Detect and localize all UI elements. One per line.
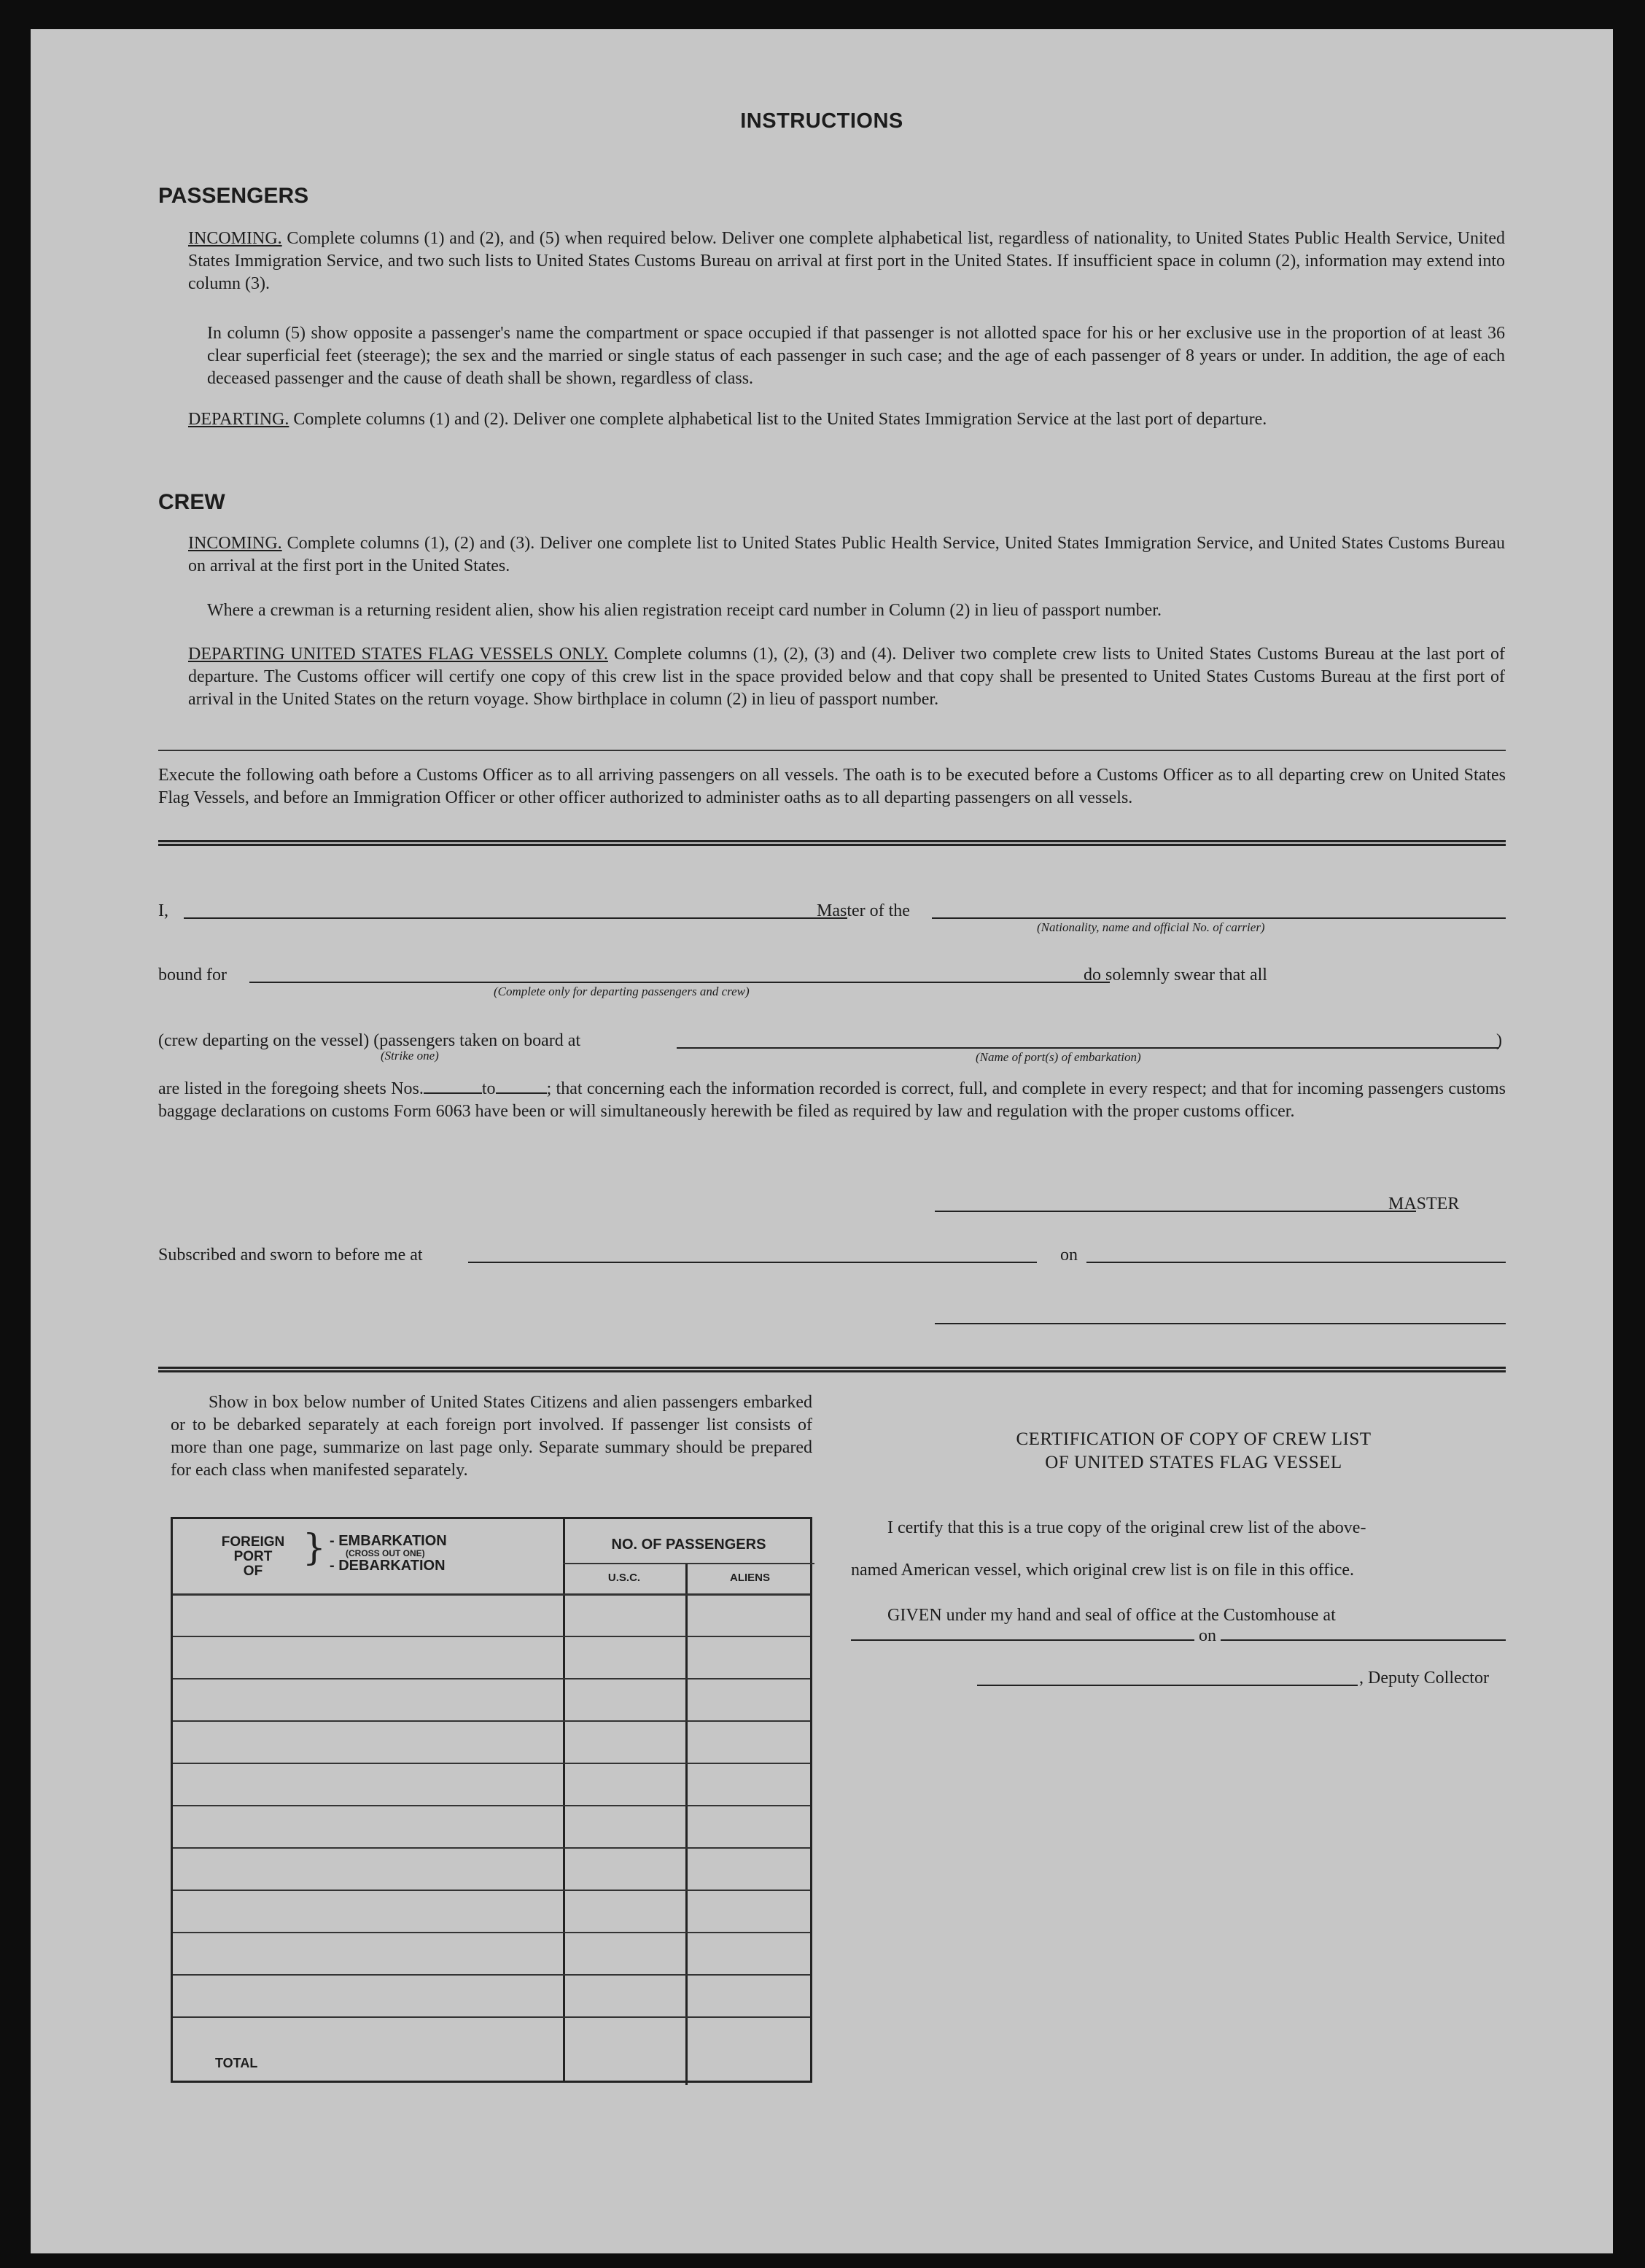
listed-to: to	[481, 1079, 496, 1098]
sheet-from-field[interactable]	[424, 1079, 482, 1094]
page-title: INSTRUCTIONS	[740, 109, 903, 133]
crew-resident-paragraph: Where a crewman is a returning resident alien, show his alien registration receipt card number in Column (2) in lieu of passport number.	[207, 601, 1162, 620]
certify-line-1: I certify that this is a true copy of the original crew list of the above-	[887, 1518, 1366, 1537]
total-label: TOTAL	[215, 2056, 258, 2070]
bound-for-caption: (Complete only for departing passengers and crew)	[494, 985, 750, 998]
crew-incoming-paragraph	[188, 532, 1505, 578]
passengers-incoming-text: Complete columns (1) and (2), and (5) when required below. Deliver one complete alphabetical list, regardless of nationality, to United States Public Health Service, United States Immigration Service, and two such lists to United States Customs Bureau on arrival at first port in the United States. If insufficient space in column (2), information may extend into column (3).	[188, 229, 1505, 293]
table-row-rule	[173, 1720, 810, 1722]
passenger-summary-table	[171, 1517, 812, 2083]
col-port-line-3: OF	[243, 1564, 263, 1579]
col-aliens-header: ALIENS	[729, 1572, 770, 1584]
table-divider-usc	[685, 1563, 688, 2085]
crew-departing-paragraph	[188, 643, 1505, 711]
subscribed-place-field[interactable]	[468, 1262, 1037, 1263]
subscribed-label: Subscribed and sworn to before me at	[158, 1246, 423, 1265]
carrier-caption: (Nationality, name and official No. of carrier)	[1037, 920, 1265, 934]
table-divider-port	[563, 1519, 565, 2081]
customhouse-field[interactable]	[851, 1639, 1506, 1641]
port-embarkation-field[interactable]	[677, 1047, 1499, 1049]
sheet-to-field[interactable]	[496, 1079, 547, 1094]
crew-heading: CREW	[158, 490, 225, 514]
crew-incoming-text: Complete columns (1), (2) and (3). Deliver one complete list to United States Public Health Service, United States Immigration Service, and United States Customs Bureau on arrival at the first port in the United States.	[188, 534, 1506, 575]
passengers-column5-paragraph: In column (5) show opposite a passenger's name the compartment or space occupied if that passenger is not allotted space for his or her exclusive use in the proportion of at least 36 clear superficial feet (steerage); the sex and the married or single status of each passenger in such case; and the age of each passenger of 8 years or under. In addition, the age of each deceased passenger and the cause of death shall be shown, regardless of class.	[207, 324, 1505, 388]
certification-on-label: on	[1194, 1626, 1221, 1646]
cross-out-label: (CROSS OUT ONE)	[346, 1548, 425, 1558]
table-subheader-rule	[563, 1563, 814, 1564]
col-port-line-1: FOREIGN	[221, 1534, 285, 1550]
table-row-rule	[173, 1763, 810, 1764]
strike-one-caption: (Strike one)	[381, 1049, 439, 1063]
col-port-header	[217, 1535, 289, 1579]
table-row-rule	[173, 2016, 810, 2018]
passengers-incoming-paragraph	[188, 228, 1505, 295]
listed-text-a: are listed in the foregoing sheets Nos.	[158, 1079, 424, 1098]
crew-incoming-lead: INCOMING.	[188, 534, 282, 553]
table-row-rule	[173, 1974, 810, 1976]
passengers-incoming-lead: INCOMING.	[188, 229, 282, 248]
table-row-rule	[173, 1890, 810, 1891]
document-page	[31, 29, 1613, 2253]
table-row-rule	[173, 1678, 810, 1679]
passengers-departing-lead: DEPARTING.	[188, 410, 289, 429]
embarkation-label: - EMBARKATION	[330, 1533, 447, 1549]
oath-master-of-label: Master of the	[817, 901, 910, 920]
officer-signature-field[interactable]	[935, 1323, 1506, 1324]
carrier-field[interactable]	[932, 917, 1506, 919]
listed-paragraph	[158, 1078, 1506, 1123]
col-port-line-2: PORT	[233, 1549, 273, 1564]
divider	[158, 750, 1506, 751]
certification-title-line-1: CERTIFICATION OF COPY OF CREW LIST	[1016, 1429, 1372, 1449]
embark-debark-header	[330, 1534, 447, 1574]
master-name-field[interactable]	[184, 917, 847, 919]
oath-i-label: I,	[158, 901, 168, 920]
subscribed-on-label: on	[1060, 1246, 1078, 1265]
brace-glyph: }	[303, 1526, 326, 1569]
table-row-rule	[173, 1932, 810, 1933]
deputy-collector-label: , Deputy Collector	[1359, 1669, 1489, 1688]
col-passengers-header: NO. OF PASSENGERS	[611, 1537, 766, 1553]
col-usc-header: U.S.C.	[607, 1572, 641, 1584]
crew-departing-text: Complete columns (1), (2), (3) and (4). Deliver two complete crew lists to United States Customs Bureau at the last port of departure. The Customs officer will certify one copy of this crew list in the space provided below and that copy shall be presented to United States Customs Bureau at the first port of arrival in the United States on the return voyage. Show birthplace in column (2) in lieu of passport number.	[188, 645, 1505, 709]
double-rule-bottom	[158, 1367, 1506, 1372]
table-row-rule	[173, 1805, 810, 1806]
subscribed-date-field[interactable]	[1086, 1262, 1506, 1263]
table-row-rule	[173, 1636, 810, 1637]
given-line: GIVEN under my hand and seal of office at the Customhouse at	[887, 1606, 1336, 1625]
passengers-departing-text: Complete columns (1) and (2). Deliver one complete alphabetical list to the United States Immigration Service at the last port of departure.	[293, 410, 1267, 429]
port-caption: (Name of port(s) of embarkation)	[976, 1050, 1141, 1064]
certify-line-2: named American vessel, which original crew list is on file in this office.	[851, 1561, 1355, 1580]
bound-for-label: bound for	[158, 966, 227, 985]
debarkation-label: - DEBARKATION	[330, 1558, 446, 1574]
listed-text-b: ; that concerning each the information recorded is correct, full, and complete in every respect; and that for incoming passengers customs baggage declarations on customs Form 6063 have been or will simultaneously herewith be filed as required by law and regulation with the proper customs officer.	[158, 1079, 1506, 1121]
table-row-rule	[173, 1847, 810, 1849]
swear-text: do solemnly swear that all	[1084, 966, 1267, 985]
bound-for-field[interactable]	[249, 982, 1110, 983]
oath-intro-paragraph: Execute the following oath before a Customs Officer as to all arriving passengers on all vessels. The oath is to be executed before a Customs Officer as to all departing crew on United States Flag Vessels, and before an Immigration Officer or other officer authorized to administer oaths as to all departing passengers on all vessels.	[158, 766, 1506, 807]
certification-title-line-2: OF UNITED STATES FLAG VESSEL	[1045, 1453, 1342, 1472]
passengers-departing-paragraph	[188, 408, 1505, 431]
master-signature-field[interactable]	[935, 1211, 1416, 1212]
deputy-collector-signature-field[interactable]	[977, 1685, 1358, 1686]
table-header-rule	[173, 1593, 810, 1596]
master-label: MASTER	[1388, 1195, 1460, 1213]
certification-title	[884, 1428, 1504, 1475]
close-paren: )	[1496, 1031, 1502, 1050]
summary-intro: Show in box below number of United States Citizens and alien passengers embarked or to be debarked separately at each foreign port involved. If passenger list consists of more than one page, summarize on last page only. Separate summary should be prepared for each class when manifested separately.	[171, 1393, 812, 1480]
crew-departing-text-oath: (crew departing on the vessel) (passengers taken on board at	[158, 1031, 581, 1050]
double-rule-top	[158, 840, 1506, 846]
crew-departing-lead: DEPARTING UNITED STATES FLAG VESSELS ONLY.	[188, 645, 608, 664]
passengers-heading: PASSENGERS	[158, 184, 309, 208]
